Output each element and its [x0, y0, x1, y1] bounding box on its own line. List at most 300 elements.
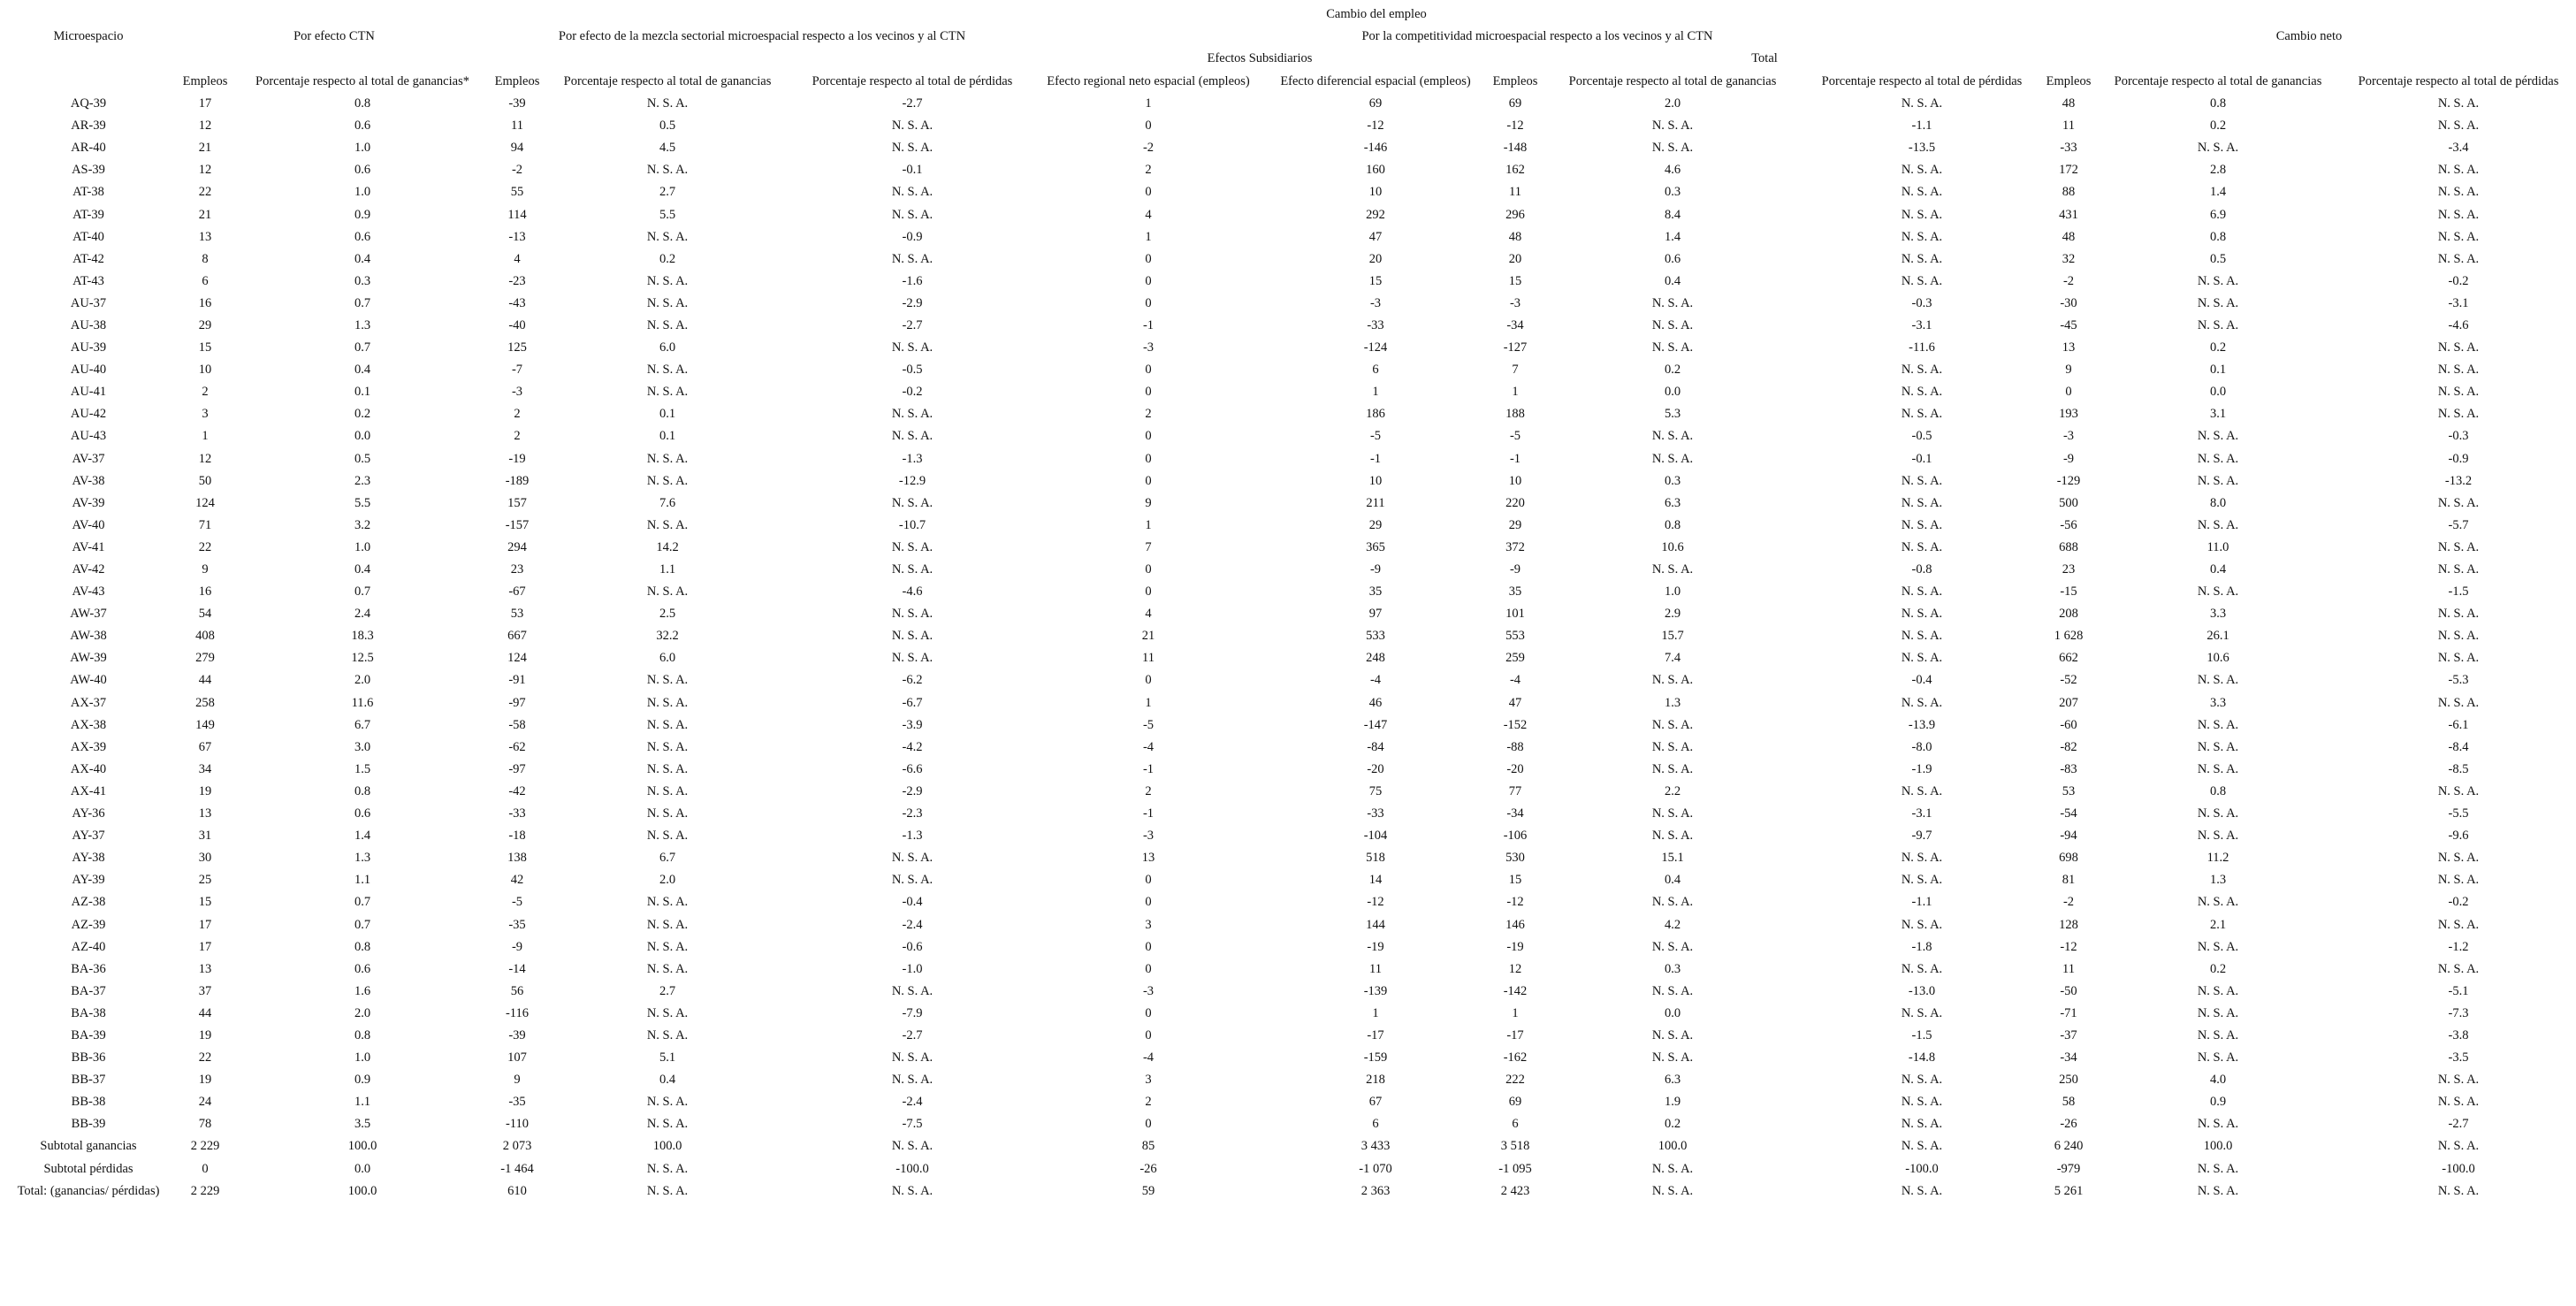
table-cell: -104 — [1363, 829, 1388, 844]
table-cell: 29 — [1368, 517, 1383, 532]
table-cell: -4 — [1369, 673, 1382, 688]
table-cell: N. S. A. — [646, 96, 689, 111]
table-cell: 11.2 — [2206, 851, 2229, 866]
table-cell: -4 — [1142, 739, 1155, 754]
table-cell: -159 — [1363, 1050, 1388, 1065]
table-cell: 0 — [202, 1161, 209, 1176]
table-cell: N. S. A. — [1651, 895, 1694, 910]
table-cell: 146 — [1505, 917, 1525, 932]
table-cell: 12 — [198, 451, 212, 466]
table-cell: 222 — [1505, 1073, 1525, 1088]
table-cell: 15.7 — [1661, 629, 1684, 644]
table-cell: 0.7 — [354, 295, 371, 310]
table-cell: 48 — [2062, 229, 2076, 244]
table-cell: -1.1 — [1911, 118, 1932, 134]
table-cell: 0 — [1145, 673, 1152, 688]
table-cell: -67 — [508, 584, 526, 600]
table-cell: -91 — [508, 673, 526, 688]
table-cell: -9 — [511, 939, 523, 954]
table-cell: 12 — [198, 118, 212, 134]
row-label: AU-43 — [70, 429, 107, 444]
table-cell: -5 — [1509, 429, 1521, 444]
table-cell: 1.1 — [659, 562, 676, 577]
table-cell: N. S. A. — [646, 1005, 689, 1020]
table-cell: 0.1 — [659, 429, 676, 444]
table-row — [0, 1069, 2576, 1091]
table-cell: N. S. A. — [2197, 295, 2239, 310]
row-label: AT-40 — [72, 229, 104, 244]
row-label: BB-39 — [71, 1117, 106, 1132]
table-cell: 0 — [1145, 385, 1152, 400]
table-cell: -1 — [1509, 451, 1521, 466]
table-cell: N. S. A. — [2437, 695, 2480, 710]
table-cell: 2.0 — [659, 873, 676, 888]
row-label: AX-41 — [70, 783, 107, 798]
table-cell: 2.0 — [354, 1005, 371, 1020]
table-cell: -34 — [1506, 806, 1524, 821]
table-cell: 15 — [198, 340, 212, 355]
table-cell: -6.1 — [2448, 717, 2469, 732]
table-cell: 0 — [1145, 273, 1152, 288]
table-cell: -35 — [508, 917, 526, 932]
col-header: Porcentaje respecto al total de pérdidas — [2358, 73, 2559, 88]
row-label: AW-38 — [70, 629, 107, 644]
table-cell: 0.8 — [1664, 517, 1681, 532]
table-cell: 0 — [1145, 451, 1152, 466]
header-por-efecto-mezcla: Por efecto de la mezcla sectorial microespacial respecto a los vecinos y al CTN — [558, 29, 966, 43]
table-cell: N. S. A. — [891, 1050, 934, 1065]
table-cell: -2.7 — [902, 1027, 923, 1043]
table-cell: N. S. A. — [1901, 473, 1943, 488]
table-cell: N. S. A. — [1901, 873, 1943, 888]
table-cell: -33 — [1367, 806, 1384, 821]
table-row — [0, 337, 2576, 359]
table-cell: -2.7 — [902, 317, 923, 332]
table-cell: -13.2 — [2444, 473, 2473, 488]
table-row — [0, 1135, 2576, 1157]
table-cell: 2 — [1145, 783, 1152, 798]
table-cell: 6 — [1372, 363, 1379, 378]
table-cell: -3.5 — [2448, 1050, 2469, 1065]
table-cell: 32.2 — [656, 629, 679, 644]
table-cell: N. S. A. — [1901, 517, 1943, 532]
table-cell: 11 — [2062, 118, 2075, 134]
table-cell: -19 — [1506, 939, 1524, 954]
table-cell: N. S. A. — [2197, 829, 2239, 844]
table-cell: 0 — [1145, 118, 1152, 134]
table-cell: -13.0 — [1908, 983, 1936, 998]
table-cell: -5.7 — [2448, 517, 2469, 532]
table-cell: 55 — [510, 185, 524, 200]
col-header: Efecto regional neto espacial (empleos) — [1047, 73, 1250, 88]
table-cell: N. S. A. — [2437, 340, 2480, 355]
table-cell: -3 — [1142, 340, 1155, 355]
table-cell: 294 — [507, 539, 527, 554]
row-label: AV-38 — [72, 473, 105, 488]
table-cell: -18 — [508, 829, 526, 844]
table-cell: 0.3 — [1664, 961, 1681, 976]
table-cell: 2.4 — [354, 607, 371, 622]
table-cell: 107 — [507, 1050, 527, 1065]
table-cell: 0.3 — [1664, 473, 1681, 488]
table-cell: N. S. A. — [646, 673, 689, 688]
table-cell: 157 — [507, 495, 527, 510]
table-cell: 0.7 — [354, 917, 371, 932]
table-cell: 9 — [202, 562, 209, 577]
table-cell: 77 — [1508, 783, 1522, 798]
table-cell: 1 — [1512, 1005, 1519, 1020]
table-cell: N. S. A. — [2437, 1183, 2480, 1198]
row-label: AT-43 — [72, 273, 104, 288]
table-cell: N. S. A. — [2437, 163, 2480, 178]
table-cell: 1.5 — [354, 761, 371, 776]
table-cell: 124 — [195, 495, 215, 510]
table-cell: 3 518 — [1500, 1139, 1530, 1154]
table-cell: N. S. A. — [1901, 629, 1943, 644]
table-cell: 500 — [2059, 495, 2078, 510]
table-cell: 2 — [514, 407, 521, 422]
table-cell: 1 — [1145, 517, 1152, 532]
table-cell: 1.1 — [354, 1095, 371, 1110]
table-cell: 31 — [198, 829, 212, 844]
table-cell: -100.0 — [2442, 1161, 2475, 1176]
table-cell: -35 — [508, 1095, 526, 1110]
table-cell: N. S. A. — [646, 761, 689, 776]
table-cell: N. S. A. — [1651, 141, 1694, 156]
col-header: Empleos — [2046, 73, 2092, 88]
table-cell: 0.1 — [659, 407, 676, 422]
table-cell: 58 — [2062, 1095, 2076, 1110]
table-cell: N. S. A. — [2437, 385, 2480, 400]
table-cell: 21 — [198, 141, 212, 156]
table-cell: N. S. A. — [646, 229, 689, 244]
table-cell: 13 — [198, 229, 212, 244]
table-cell: -40 — [508, 317, 526, 332]
table-cell: 3.3 — [2209, 695, 2227, 710]
table-cell: -979 — [2056, 1161, 2081, 1176]
table-cell: N. S. A. — [646, 451, 689, 466]
table-cell: N. S. A. — [2197, 1117, 2239, 1132]
table-cell: 22 — [198, 1050, 212, 1065]
table-cell: N. S. A. — [1901, 783, 1943, 798]
table-cell: N. S. A. — [2437, 539, 2480, 554]
table-cell: 193 — [2059, 407, 2078, 422]
table-row — [0, 647, 2576, 669]
table-cell: 18.3 — [351, 629, 374, 644]
table-cell: N. S. A. — [646, 961, 689, 976]
table-cell: 0.2 — [1664, 363, 1681, 378]
table-cell: -12 — [1506, 895, 1524, 910]
table-cell: -3.4 — [2448, 141, 2469, 156]
table-cell: N. S. A. — [646, 739, 689, 754]
table-cell: -6.2 — [902, 673, 923, 688]
table-cell: N. S. A. — [2437, 783, 2480, 798]
table-cell: 0.8 — [2209, 783, 2227, 798]
table-cell: 3 433 — [1360, 1139, 1391, 1154]
table-cell: 24 — [198, 1095, 212, 1110]
table-cell: -1.8 — [1911, 939, 1932, 954]
col-header: Porcentaje respecto al total de ganancias — [1568, 73, 1777, 88]
table-cell: 1.0 — [354, 141, 371, 156]
table-cell: 0 — [1145, 584, 1152, 600]
employment-change-table — [0, 4, 2576, 1203]
table-cell: 0 — [1145, 185, 1152, 200]
table-cell: N. S. A. — [1901, 273, 1943, 288]
table-cell: 56 — [510, 983, 524, 998]
table-cell: 0.8 — [354, 783, 371, 798]
table-cell: N. S. A. — [1901, 407, 1943, 422]
table-row — [0, 825, 2576, 847]
table-header — [0, 4, 2576, 93]
table-cell: N. S. A. — [891, 873, 934, 888]
table-row — [0, 891, 2576, 913]
table-cell: -7 — [511, 363, 523, 378]
table-cell: 32 — [2062, 251, 2076, 266]
table-cell: -110 — [505, 1117, 530, 1132]
row-label: AU-40 — [70, 363, 107, 378]
table-cell: N. S. A. — [2197, 761, 2239, 776]
table-cell: N. S. A. — [1901, 251, 1943, 266]
table-cell: N. S. A. — [1651, 429, 1694, 444]
table-cell: 0.8 — [354, 1027, 371, 1043]
table-cell: -97 — [508, 695, 526, 710]
table-cell: -12 — [1367, 895, 1384, 910]
table-cell: 71 — [198, 517, 212, 532]
table-cell: 16 — [198, 584, 212, 600]
table-cell: -4.6 — [902, 584, 923, 600]
row-label: AX-38 — [70, 717, 107, 732]
table-cell: -4.6 — [2448, 317, 2469, 332]
row-label: AU-37 — [70, 295, 107, 310]
table-cell: -5 — [511, 895, 523, 910]
table-cell: N. S. A. — [2437, 1095, 2480, 1110]
table-cell: -3 — [1509, 295, 1521, 310]
table-cell: 101 — [1505, 607, 1525, 622]
table-cell: 149 — [195, 717, 215, 732]
table-cell: 3.1 — [2209, 407, 2227, 422]
table-cell: 1.0 — [354, 185, 371, 200]
table-cell: N. S. A. — [2197, 473, 2239, 488]
table-cell: 0.2 — [354, 407, 371, 422]
table-cell: 0 — [1145, 295, 1152, 310]
row-label: BA-36 — [71, 961, 106, 976]
table-cell: 6.7 — [659, 851, 676, 866]
row-label: AV-43 — [72, 584, 105, 600]
table-cell: 6.9 — [2209, 207, 2227, 222]
table-cell: 0.4 — [1664, 873, 1681, 888]
table-cell: -4 — [1142, 1050, 1155, 1065]
table-cell: 7.4 — [1664, 651, 1681, 666]
table-cell: 0.8 — [354, 939, 371, 954]
table-row — [0, 315, 2576, 337]
table-cell: N. S. A. — [2197, 1050, 2239, 1065]
table-cell: 4 — [1145, 207, 1152, 222]
table-cell: -2.9 — [902, 783, 923, 798]
table-cell: 0.2 — [2209, 118, 2227, 134]
table-cell: -1.3 — [902, 451, 923, 466]
table-cell: 10.6 — [2206, 651, 2229, 666]
table-cell: 23 — [2062, 562, 2076, 577]
table-cell: -147 — [1363, 717, 1388, 732]
table-cell: 50 — [198, 473, 212, 488]
table-cell: -13.5 — [1908, 141, 1936, 156]
table-cell: 3 — [1145, 1073, 1152, 1088]
table-cell: -37 — [2060, 1027, 2077, 1043]
table-cell: 0.1 — [2209, 363, 2227, 378]
table-cell: 3.5 — [354, 1117, 371, 1132]
table-cell: 14.2 — [656, 539, 679, 554]
table-cell: -7.5 — [902, 1117, 923, 1132]
table-cell: 0 — [1145, 1005, 1152, 1020]
header-efectos-subsidiarios: Efectos Subsidiarios — [1207, 51, 1313, 65]
table-cell: -6.6 — [902, 761, 923, 776]
table-cell: -0.9 — [902, 229, 923, 244]
table-cell: 10 — [1368, 473, 1383, 488]
table-cell: 0.0 — [354, 1161, 371, 1176]
table-cell: N. S. A. — [1901, 385, 1943, 400]
table-row — [0, 847, 2576, 869]
table-cell: -9.7 — [1911, 829, 1932, 844]
table-cell: -39 — [508, 1027, 526, 1043]
table-cell: 2.8 — [2209, 163, 2227, 178]
table-cell: N. S. A. — [891, 495, 934, 510]
table-cell: 1.0 — [354, 539, 371, 554]
table-cell: N. S. A. — [646, 1161, 689, 1176]
table-cell: 0.4 — [2209, 562, 2227, 577]
table-cell: 0 — [2065, 385, 2072, 400]
table-cell: -8.5 — [2448, 761, 2469, 776]
table-cell: 0 — [1145, 895, 1152, 910]
table-cell: N. S. A. — [2437, 961, 2480, 976]
table-cell: 37 — [198, 983, 212, 998]
table-cell: N. S. A. — [1901, 1095, 1943, 1110]
table-cell: 0.6 — [354, 118, 371, 134]
table-cell: 9 — [2065, 363, 2072, 378]
table-cell: 250 — [2059, 1073, 2078, 1088]
table-cell: -157 — [505, 517, 530, 532]
table-cell: 12.5 — [351, 651, 374, 666]
row-label: AY-36 — [72, 806, 105, 821]
row-label: AY-37 — [72, 829, 105, 844]
table-cell: 6.7 — [354, 717, 371, 732]
table-cell: 662 — [2059, 651, 2078, 666]
table-cell: 0.9 — [2209, 1095, 2227, 1110]
table-cell: -5.3 — [2448, 673, 2469, 688]
table-cell: 2 229 — [190, 1139, 220, 1154]
row-label: AV-42 — [72, 562, 105, 577]
table-cell: N. S. A. — [1651, 761, 1694, 776]
table-cell: 0.4 — [354, 251, 371, 266]
table-cell: -43 — [508, 295, 526, 310]
table-cell: 1 — [1512, 385, 1519, 400]
table-cell: -19 — [1367, 939, 1384, 954]
table-cell: N. S. A. — [891, 651, 934, 666]
col-header: Empleos — [182, 73, 228, 88]
table-cell: 17 — [198, 939, 212, 954]
table-cell: -100.0 — [896, 1161, 929, 1176]
table-cell: 0.0 — [1664, 1005, 1681, 1020]
table-cell: N. S. A. — [646, 385, 689, 400]
table-cell: 15 — [1368, 273, 1383, 288]
table-cell: N. S. A. — [1901, 961, 1943, 976]
table-cell: 0 — [1145, 562, 1152, 577]
table-cell: 13 — [2062, 340, 2076, 355]
table-cell: N. S. A. — [2197, 717, 2239, 732]
table-cell: -17 — [1367, 1027, 1384, 1043]
table-cell: 6.0 — [659, 651, 676, 666]
table-row — [0, 669, 2576, 691]
table-cell: -2.7 — [2448, 1117, 2469, 1132]
table-cell: -106 — [1503, 829, 1528, 844]
table-cell: -8.0 — [1911, 739, 1932, 754]
table-cell: 97 — [1368, 607, 1383, 622]
table-cell: N. S. A. — [1901, 1005, 1943, 1020]
table-cell: -71 — [2060, 1005, 2077, 1020]
table-row — [0, 737, 2576, 759]
table-cell: -2.4 — [902, 1095, 923, 1110]
table-cell: -0.9 — [2448, 451, 2469, 466]
table-cell: -19 — [508, 451, 526, 466]
table-cell: 20 — [1508, 251, 1522, 266]
header-cambio-del-empleo: Cambio del empleo — [1326, 7, 1427, 21]
table-cell: N. S. A. — [2437, 363, 2480, 378]
table-cell: N. S. A. — [1651, 562, 1694, 577]
table-cell: N. S. A. — [1901, 1139, 1943, 1154]
header-por-efecto-ctn: Por efecto CTN — [293, 29, 375, 43]
col-header: Empleos — [494, 73, 540, 88]
table-cell: N. S. A. — [1901, 539, 1943, 554]
table-cell: 0.4 — [1664, 273, 1681, 288]
table-row — [0, 248, 2576, 271]
table-row — [0, 381, 2576, 403]
table-cell: -1 — [1142, 806, 1155, 821]
table-cell: N. S. A. — [891, 340, 934, 355]
table-row — [0, 271, 2576, 293]
table-cell: N. S. A. — [1651, 829, 1694, 844]
table-cell: N. S. A. — [1901, 163, 1943, 178]
table-cell: N. S. A. — [646, 363, 689, 378]
table-cell: 48 — [2062, 96, 2076, 111]
table-cell: 3.2 — [354, 517, 371, 532]
table-cell: 0.9 — [354, 1073, 371, 1088]
table-cell: N. S. A. — [646, 783, 689, 798]
table-cell: 4 — [1145, 607, 1152, 622]
table-cell: -9 — [1369, 562, 1382, 577]
table-cell: -26 — [1139, 1161, 1157, 1176]
table-cell: 0.2 — [2209, 961, 2227, 976]
table-cell: -33 — [508, 806, 526, 821]
table-cell: 2.7 — [659, 185, 676, 200]
table-cell: -3.1 — [2448, 295, 2469, 310]
table-cell: 6.0 — [659, 340, 676, 355]
table-cell: 9 — [514, 1073, 521, 1088]
table-cell: 11 — [2062, 961, 2075, 976]
col-header: Porcentaje respecto al total de pérdidas — [1821, 73, 2023, 88]
table-cell: 0.6 — [354, 806, 371, 821]
table-cell: -0.4 — [1911, 673, 1932, 688]
table-cell: N. S. A. — [891, 629, 934, 644]
table-cell: 100.0 — [2203, 1139, 2233, 1154]
table-cell: 0.1 — [354, 385, 371, 400]
table-cell: -189 — [505, 473, 530, 488]
table-cell: 48 — [1508, 229, 1522, 244]
row-label: BB-37 — [71, 1073, 106, 1088]
table-cell: 53 — [2062, 783, 2076, 798]
table-cell: 0.5 — [2209, 251, 2227, 266]
table-cell: 688 — [2059, 539, 2078, 554]
row-label: AW-37 — [70, 607, 107, 622]
table-cell: 3 — [1145, 917, 1152, 932]
